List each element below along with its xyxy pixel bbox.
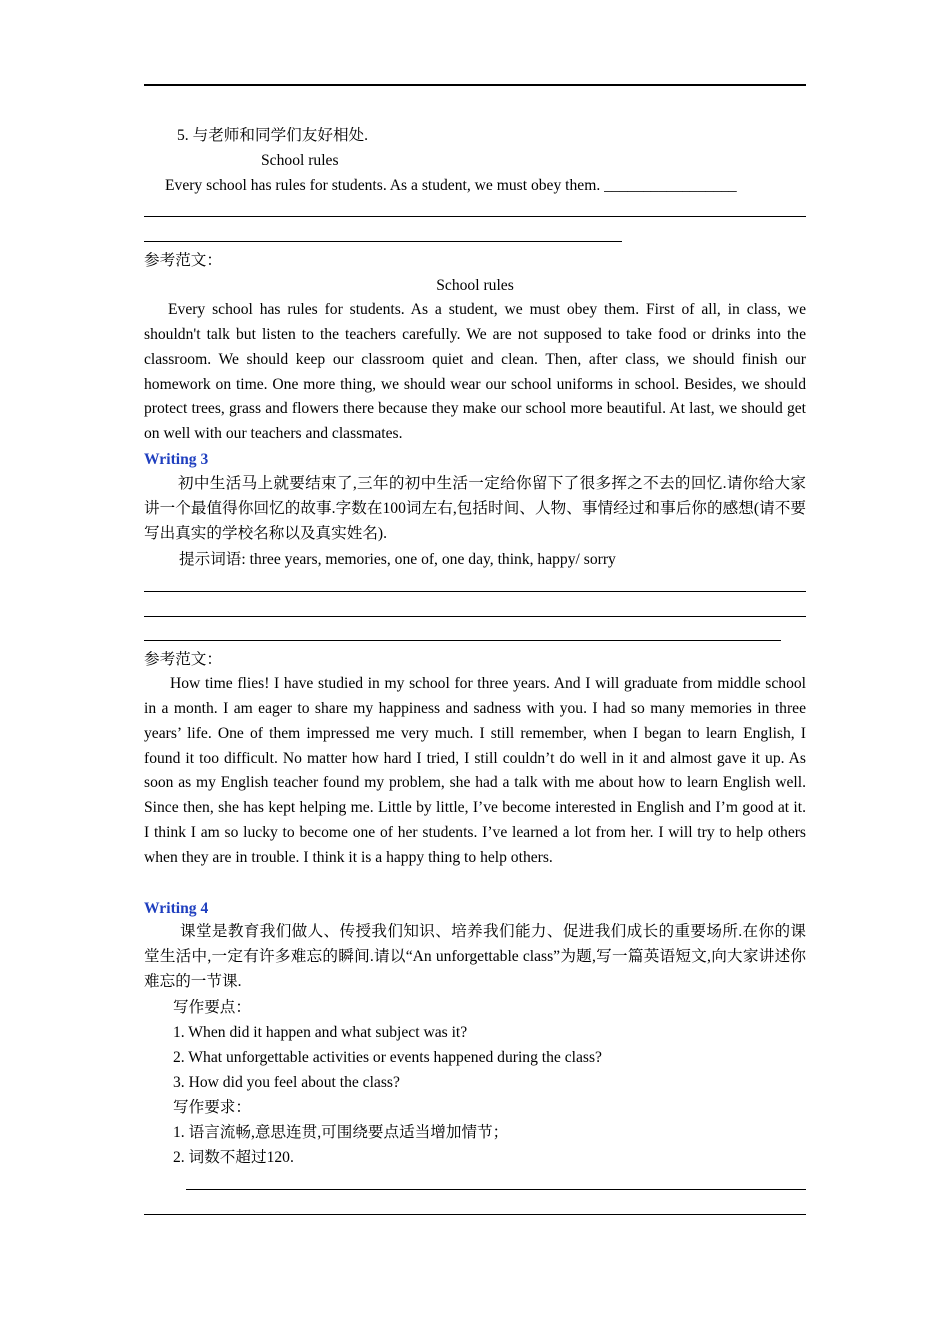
writing-prompt: 课堂是教育我们做人、传授我们知识、培养我们能力、促进我们成长的重要场所.在你的课堂生活中,一定有许多难忘的瞬间.请以“An unforgettable class”为题,写一篇英语短文,向大家讲述你难忘的一节课. xyxy=(144,923,806,990)
prev-point-5: 5. 与老师和同学们友好相处. xyxy=(177,127,369,144)
writing-prompt: 初中生活马上就要结束了,三年的初中生活一定给你留下了很多挥之不去的回忆.请你给大家讲一个最值得你回忆的故事.字数在100词左右,包括时间、人物、事情经过和事后你的感想(请不要写出真实的学校名称以及真实姓名). xyxy=(144,475,806,542)
answer-blank-line xyxy=(144,640,781,641)
answer-blank-line xyxy=(144,1214,806,1215)
header-rule xyxy=(144,84,806,86)
sample-label: 参考范文： xyxy=(144,651,222,668)
writing-requirement: 2. 词数不超过120. xyxy=(173,1149,294,1166)
requirements-label: 写作要求： xyxy=(173,1099,251,1116)
section-heading-writing-3: Writing 3 xyxy=(144,451,209,468)
answer-blank-line xyxy=(144,616,806,617)
answer-blank-line xyxy=(144,216,806,217)
sample-essay-body: How time flies! I have studied in my school for three years. And I will graduate from middle school in a month. I am eager to share my happiness and sadness with you. I had so many memories in three years’ life. One of them impressed me very much. I still remember, when I began to learn English, I found it too difficult. No matter how hard I tried, I still couldn’t do well in it and almost gave it up. As soon as my English teacher found my problem, she had a talk with me about how to learn English well. Since then, she has kept helping me. Little by little, I’ve become interested in English and I’m good at it. I think I am so lucky to become one of her students. I’ve learned a lot from her. I will try to help others when they are in trouble. I think it is a happy thing to help others. xyxy=(144,675,806,866)
answer-blank-line xyxy=(144,591,806,592)
writing-point: 3. How did you feel about the class? xyxy=(173,1074,400,1091)
hint-words: 提示词语: three years, memories, one of, one day, think, happy/ sorry xyxy=(179,551,616,568)
prev-essay-title: School rules xyxy=(261,152,339,169)
answer-blank-line xyxy=(186,1189,806,1190)
answer-blank-line xyxy=(144,241,622,242)
section-heading-writing-4: Writing 4 xyxy=(144,900,209,917)
sample-label: 参考范文： xyxy=(144,252,222,269)
writing-point: 1. When did it happen and what subject was it? xyxy=(173,1024,468,1041)
writing-point: 2. What unforgettable activities or events happened during the class? xyxy=(173,1049,602,1066)
sample-essay-body: Every school has rules for students. As a student, we must obey them. First of all, in class, we shouldn't talk but listen to the teachers carefully. We are not supposed to take food or drinks into the classroom. We should keep our classroom quiet and clean. Then, after class, we should finish our homework on time. One more thing, we should wear our school uniforms in school. Besides, we should protect trees, grass and flowers there because they make our school more beautiful. At last, we should get on well with our teachers and classmates. xyxy=(144,301,806,443)
prev-essay-starter: Every school has rules for students. As a student, we must obey them. _________________ xyxy=(165,177,737,194)
sample-title: School rules xyxy=(436,277,514,294)
writing-requirement: 1. 语言流畅,意思连贯,可围绕要点适当增加情节； xyxy=(173,1124,509,1141)
points-label: 写作要点： xyxy=(173,999,251,1016)
